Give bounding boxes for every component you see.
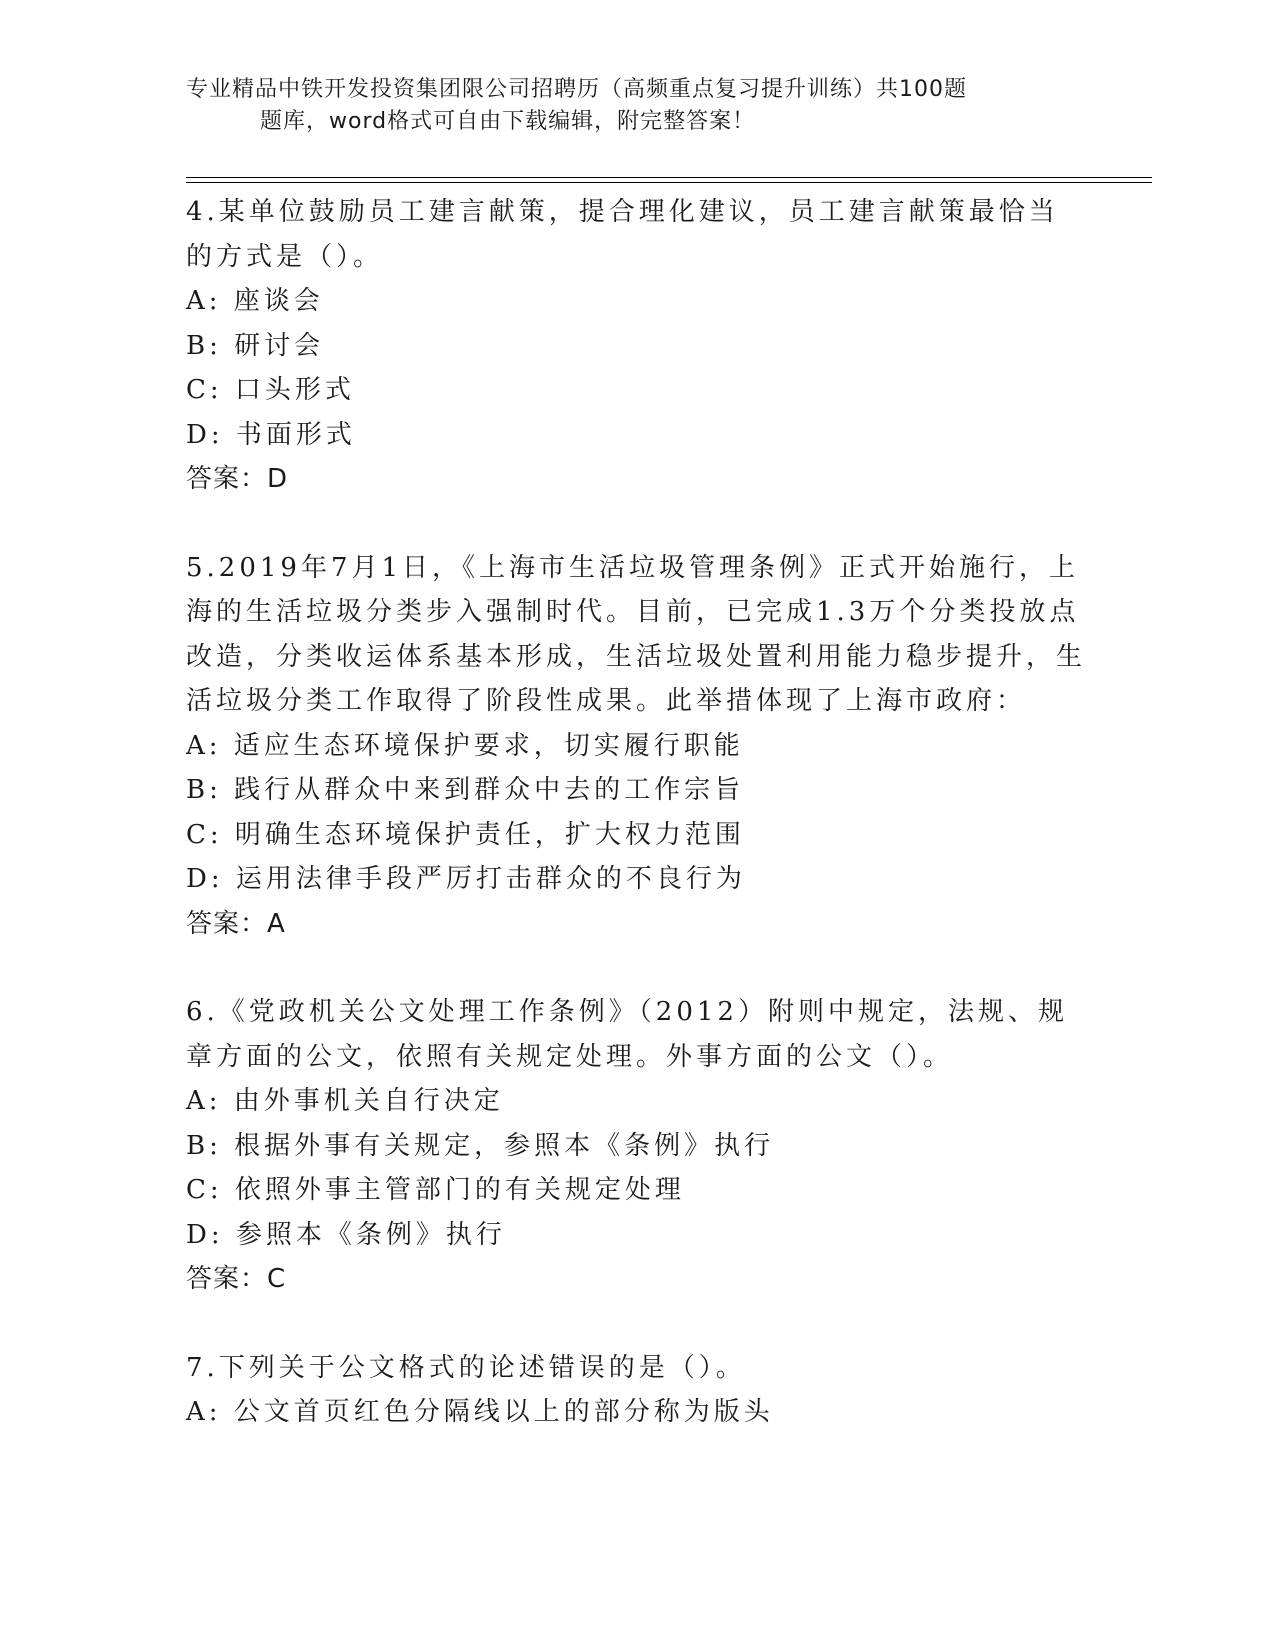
question-5 [186, 546, 1086, 947]
question-text: 5.2019年7月1日，《上海市生活垃圾管理条例》正式开始施行，上海的生活垃圾分类步入强制时代。目前，已完成1.3万个分类投放点改造，分类收运体系基本形成，生活垃圾处置利用能力稳步提升，生活垃圾分类工作取得了阶段性成果。此举措体现了上海市政府： [186, 552, 1087, 716]
question-6 [186, 990, 1086, 1302]
option-c: C: 口头形式 [186, 375, 355, 405]
header-line-1: 专业精品中铁开发投资集团限公司招聘历（高频重点复习提升训练）共100题 [186, 77, 967, 102]
question-4 [186, 190, 1086, 502]
question-list [186, 190, 1086, 1479]
option-d: D: 运用法律手段严厉打击群众的不良行为 [186, 864, 746, 894]
header-divider-top [186, 177, 1152, 178]
option-a: A: 公文首页红色分隔线以上的部分称为版头 [186, 1397, 774, 1427]
option-b: B: 研讨会 [186, 330, 325, 361]
header-line-2: 题库，word格式可自由下载编辑，附完整答案！ [260, 109, 756, 134]
option-a: A: 座谈会 [186, 286, 324, 316]
option-b: B: 根据外事有关规定，参照本《条例》执行 [186, 1130, 775, 1161]
answer: 答案：D [186, 464, 289, 494]
document-header [186, 74, 1046, 138]
question-text: 7.下列关于公文格式的论述错误的是（）。 [186, 1352, 746, 1383]
option-c: C: 明确生态环境保护责任，扩大权力范围 [186, 819, 745, 850]
question-text: 4.某单位鼓励员工建言献策，提合理化建议，员工建言献策最恰当的方式是（）。 [186, 197, 1059, 272]
option-d: D: 书面形式 [186, 419, 356, 450]
option-a: A: 适应生态环境保护要求，切实履行职能 [186, 730, 744, 761]
option-a: A: 由外事机关自行决定 [186, 1086, 504, 1116]
question-text: 6.《党政机关公文处理工作条例》（2012）附则中规定，法规、规章方面的公文，依照有关规定处理。外事方面的公文（）。 [186, 997, 1068, 1072]
answer: 答案：C [186, 1264, 287, 1294]
option-c: C: 依照外事主管部门的有关规定处理 [186, 1175, 685, 1205]
option-d: D: 参照本《条例》执行 [186, 1219, 506, 1250]
option-b: B: 践行从群众中来到群众中去的工作宗旨 [186, 775, 745, 805]
answer: 答案：A [186, 908, 286, 939]
question-7 [186, 1346, 1086, 1435]
header-divider-bottom [186, 182, 1152, 183]
